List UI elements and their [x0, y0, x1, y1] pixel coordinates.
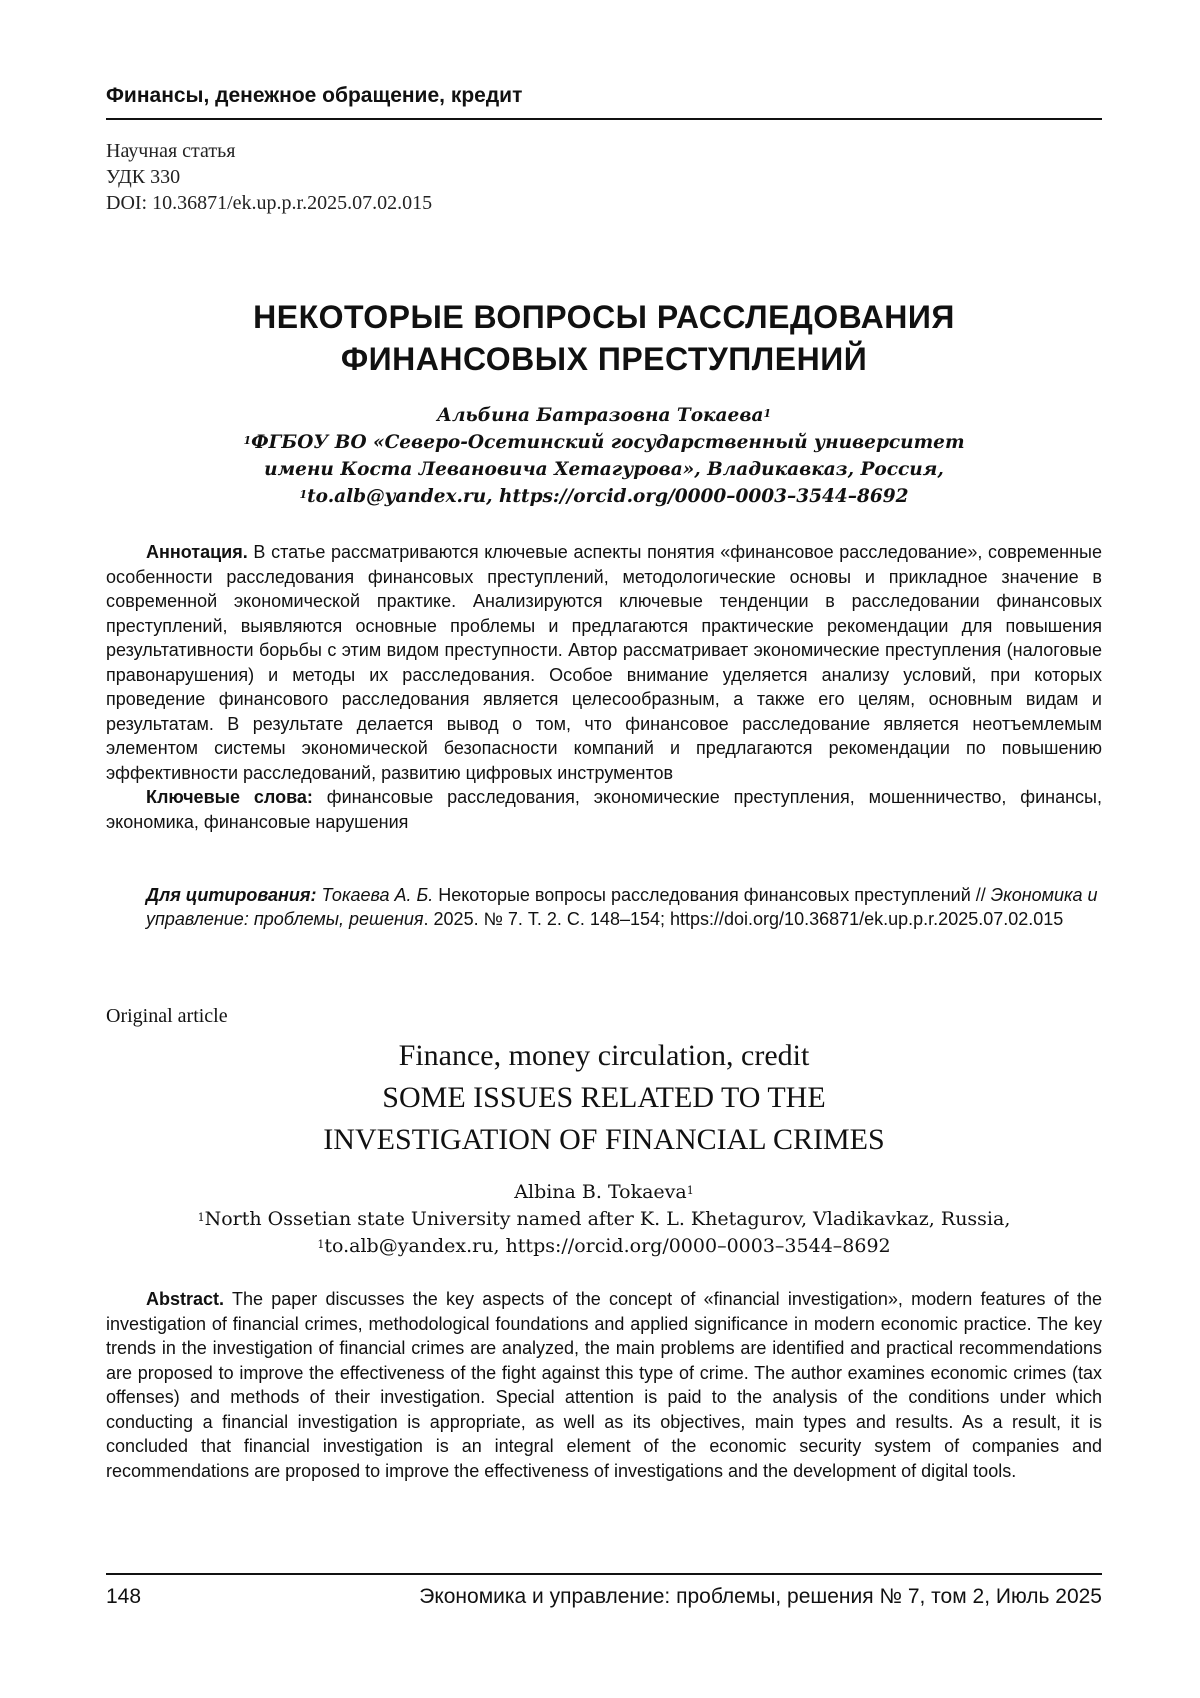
udc-code: УДК 330 — [106, 166, 181, 188]
article-meta — [106, 138, 432, 216]
page-footer — [106, 1573, 1102, 1609]
ru-keywords — [106, 785, 1102, 834]
ru-affiliation-sup: 1 — [243, 434, 252, 447]
citation-details: . 2025. № 7. Т. 2. С. 148–154; https://doi.org/10.36871/ek.up.p.r.2025.07.02.015 — [423, 909, 1064, 929]
ru-title-line-2: ФИНАНСОВЫХ ПРЕСТУПЛЕНИЙ — [340, 341, 868, 377]
en-author-line — [106, 1179, 1102, 1206]
ru-author-sup: 1 — [763, 407, 772, 420]
ru-abstract-label: Аннотация. — [146, 542, 248, 562]
ru-contacts-sup: 1 — [299, 488, 308, 501]
ru-title — [106, 296, 1102, 380]
ru-contacts: to.alb@yandex.ru, https://orcid.org/0000–0003–3544–8692 — [307, 486, 909, 507]
ru-affiliation-text-1: ФГБОУ ВО «Северо-Осетинский государственный университет — [251, 432, 965, 453]
en-author-block — [106, 1179, 1102, 1260]
en-author-name: Albina B. Tokaeva — [514, 1181, 687, 1203]
ru-author-block — [106, 402, 1102, 510]
ru-author-name: Альбина Батразовна Токаева — [436, 405, 764, 426]
ru-keywords-label: Ключевые слова: — [146, 787, 313, 807]
ru-abstract — [106, 540, 1102, 785]
citation-label: Для цитирования: — [146, 885, 317, 905]
citation-author: Токаева А. Б. — [316, 885, 434, 905]
en-abstract — [106, 1287, 1102, 1483]
en-title — [106, 1077, 1102, 1161]
citation-title: Некоторые вопросы расследования финансовых преступлений // — [433, 885, 991, 905]
citation-journal: Экономика и управление: проблемы, решения — [146, 885, 1098, 929]
ru-abstract-block — [106, 540, 1102, 834]
en-author-sup: 1 — [686, 1184, 694, 1197]
en-abstract-text: The paper discusses the key aspects of the concept of «financial investigation», modern features of the investigation of financial crimes, methodological foundations and applied significance in modern economic practice. The key trends in the investigation of financial crimes are analyzed, the main problems are identified and practical recommendations are proposed to improve the effectiveness of the fight against this type of crime. The author examines economic crimes (tax offenses) and methods of their investigation. Special attention is paid to the analysis of the conditions under which conducting a financial investigation is appropriate, as well as its objectives, main types and results. As a result, it is concluded that financial investigation is an integral element of the economic security system of companies and recommendations are proposed to improve the effectiveness of investigations and the development of digital tools. — [106, 1289, 1102, 1481]
en-affiliation-line — [106, 1206, 1102, 1233]
en-abstract-label: Abstract. — [146, 1289, 225, 1309]
footer-journal: Экономика и управление: проблемы, решения № 7, том 2, Июль 2025 — [419, 1585, 1102, 1608]
en-affiliation: North Ossetian state University named after K. L. Khetagurov, Vladikavkaz, Russia, — [204, 1208, 1011, 1230]
ru-title-line-1: НЕКОТОРЫЕ ВОПРОСЫ РАССЛЕДОВАНИЯ — [253, 299, 955, 335]
ru-author-line — [106, 402, 1102, 429]
doi: DOI: 10.36871/ek.up.p.r.2025.07.02.015 — [106, 192, 433, 214]
page-number: 148 — [106, 1585, 142, 1608]
en-contacts-line — [106, 1233, 1102, 1260]
ru-affiliation-line-1 — [106, 429, 1102, 456]
en-contacts: to.alb@yandex.ru, https://orcid.org/0000–0003–3544–8692 — [324, 1235, 891, 1257]
ru-contacts-line — [106, 483, 1102, 510]
en-affiliation-sup: 1 — [197, 1211, 205, 1224]
citation — [146, 883, 1102, 931]
ru-abstract-text: В статье рассматриваются ключевые аспекты понятия «финансовое расследование», современные особенности расследования финансовых преступлений, методологические основы и прикладное значение в современной экономической практике. Анализируются ключевые тенденции в расследовании финансовых преступлений, выявляются основные проблемы и предлагаются практические рекомендации для повышения результативности борьбы с этим видом преступности. Автор рассматривает экономические преступления (налоговые правонарушения) и методы их расследования. Особое внимание уделяется анализу условий, при которых проведение финансового расследования является целесообразным, а также его целям, основным видам и результатам. В результате делается вывод о том, что финансовое расследование является неотъемлемым элементом системы экономической безопасности компаний и предлагаются рекомендации по повышению эффективности расследований, развитию цифровых инструментов — [106, 542, 1102, 783]
section-header: Финансы, денежное обращение, кредит — [106, 84, 1102, 120]
ru-keywords-text: финансовые расследования, экономические преступления, мошенничество, финансы, экономика, финансовые нарушения — [106, 787, 1102, 832]
en-contacts-sup: 1 — [317, 1238, 325, 1251]
en-section-title: Finance, money circulation, credit — [398, 1039, 810, 1072]
article-type: Научная статья — [106, 140, 236, 162]
ru-affiliation-line-2: имени Коста Левановича Хетагурова», Владикавказ, Россия, — [264, 459, 944, 480]
article-page — [106, 0, 1102, 1698]
en-abstract-block — [106, 1287, 1102, 1483]
en-title-line-2: INVESTIGATION OF FINANCIAL CRIMES — [323, 1123, 885, 1156]
en-title-line-1: SOME ISSUES RELATED TO THE — [382, 1081, 826, 1114]
original-article-label: Original article — [106, 1005, 228, 1027]
